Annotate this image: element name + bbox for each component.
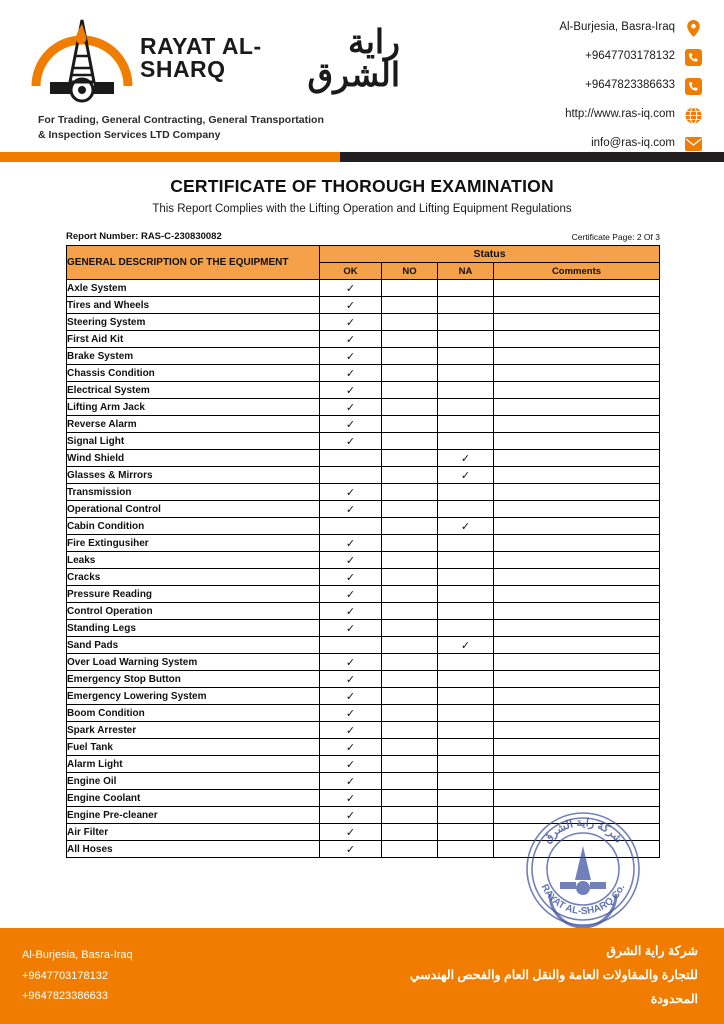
table-row [67,382,660,399]
contact-phone-1[interactable] [400,43,702,71]
cell-no[interactable] [381,671,437,688]
row-item-label: Spark Arrester [67,722,320,739]
page-header [0,0,724,152]
cell-comments[interactable] [493,620,659,637]
logo-row [30,10,400,105]
table-row [67,654,660,671]
table-row [67,773,660,790]
footer-arabic [362,940,724,1011]
cell-comments[interactable] [493,637,659,654]
cell-ok[interactable]: ✓ [319,433,381,450]
footer-phone-2: +9647823386633 [22,990,108,1003]
tagline-line-1: For Trading, General Contracting, General Transportation [38,114,324,126]
cell-ok[interactable]: ✓ [319,314,381,331]
cell-no[interactable] [381,705,437,722]
cell-na[interactable] [437,773,493,790]
table-row [67,314,660,331]
cell-no[interactable] [381,841,437,858]
tagline-line-2: & Inspection Services LTD Company [38,129,221,142]
contact-website[interactable] [400,101,702,129]
row-item-label: All Hoses [67,841,320,858]
cell-ok[interactable]: ✓ [319,688,381,705]
cell-comments[interactable] [493,331,659,348]
cell-comments[interactable] [493,450,659,467]
cell-comments[interactable] [493,790,659,807]
cell-comments[interactable] [493,705,659,722]
cell-na[interactable]: ✓ [437,467,493,484]
cell-comments[interactable] [493,569,659,586]
table-row [67,603,660,620]
page-footer [0,928,724,1024]
cell-no[interactable] [381,722,437,739]
cell-no[interactable] [381,603,437,620]
row-item-label: Wind Shield [67,450,320,467]
cell-ok[interactable]: ✓ [319,790,381,807]
contact-address [400,14,702,42]
cell-na[interactable] [437,705,493,722]
report-number-value: RAS-C-230830082 [140,231,222,242]
cell-na[interactable] [437,790,493,807]
oil-derrick-logo-icon [30,12,134,104]
cell-comments[interactable] [493,365,659,382]
row-item-label: Over Load Warning System [67,654,320,671]
cell-ok[interactable]: ✓ [319,756,381,773]
cell-ok[interactable]: ✓ [319,365,381,382]
page-title: CERTIFICATE OF THOROUGH EXAMINATION [170,176,554,196]
footer-contact [0,945,362,1006]
svg-text:RAYAT AL-SHARQ Co. [539,883,628,918]
cell-na[interactable] [437,603,493,620]
table-row [67,467,660,484]
cell-na[interactable] [437,620,493,637]
cell-no[interactable] [381,331,437,348]
cell-ok[interactable]: ✓ [319,773,381,790]
cell-na[interactable] [437,484,493,501]
cell-na[interactable]: ✓ [437,450,493,467]
cell-na[interactable] [437,688,493,705]
cell-comments[interactable] [493,671,659,688]
cell-ok[interactable]: ✓ [319,501,381,518]
cell-ok[interactable]: ✓ [319,807,381,824]
row-item-label: Control Operation [67,603,320,620]
cell-comments[interactable] [493,433,659,450]
cell-no[interactable] [381,484,437,501]
table-row [67,705,660,722]
inspection-table [66,245,660,858]
row-item-label: Engine Oil [67,773,320,790]
cell-ok[interactable]: ✓ [319,331,381,348]
table-row [67,671,660,688]
cell-na[interactable] [437,841,493,858]
cell-no[interactable] [381,450,437,467]
cell-no[interactable] [381,467,437,484]
table-row [67,739,660,756]
contact-address-text: Al-Burjesia, Basra-Iraq [559,21,675,34]
cell-na[interactable] [437,365,493,382]
contact-email-text: info@ras-iq.com [591,137,675,150]
company-branding [0,0,400,152]
table-row [67,297,660,314]
globe-icon [685,107,702,124]
report-number [66,231,222,242]
cell-ok[interactable] [319,518,381,535]
cell-comments[interactable] [493,416,659,433]
cell-no[interactable] [381,739,437,756]
cell-na[interactable] [437,331,493,348]
cell-comments[interactable] [493,586,659,603]
table-row [67,433,660,450]
row-item-label: Electrical System [67,382,320,399]
cell-na[interactable] [437,348,493,365]
table-row [67,637,660,654]
cell-no[interactable] [381,620,437,637]
table-row [67,280,660,297]
cell-na[interactable] [437,501,493,518]
cell-no[interactable] [381,654,437,671]
table-row [67,365,660,382]
cell-na[interactable] [437,433,493,450]
cell-comments[interactable] [493,501,659,518]
contact-phone-2[interactable] [400,72,702,100]
column-header-description: GENERAL DESCRIPTION OF THE EQUIPMENT [67,246,320,280]
cell-comments[interactable] [493,841,659,858]
table-row [67,722,660,739]
report-number-label: Report Number: [66,231,139,242]
cell-comments[interactable] [493,756,659,773]
row-item-label: Axle System [67,280,320,297]
table-row [67,518,660,535]
cell-no[interactable] [381,773,437,790]
cell-na[interactable] [437,671,493,688]
table-row [67,450,660,467]
table-row [67,807,660,824]
row-item-label: Transmission [67,484,320,501]
cell-comments[interactable] [493,552,659,569]
logo-text-en: RAYAT AL-SHARQ [140,32,262,82]
cell-ok[interactable]: ✓ [319,722,381,739]
cell-no[interactable] [381,365,437,382]
page-subtitle: This Report Complies with the Lifting Operation and Lifting Equipment Regulations [152,203,572,215]
row-item-label: Tires and Wheels [67,297,320,314]
row-item-label: Glasses & Mirrors [67,467,320,484]
table-row [67,569,660,586]
row-item-label: Pressure Reading [67,586,320,603]
contact-block [400,0,724,152]
cell-na[interactable] [437,297,493,314]
row-item-label: Fire Extingusiher [67,535,320,552]
cell-ok[interactable]: ✓ [319,280,381,297]
cell-ok[interactable]: ✓ [319,705,381,722]
table-row [67,620,660,637]
cell-comments[interactable] [493,518,659,535]
cell-comments[interactable] [493,773,659,790]
location-pin-icon [685,20,702,37]
cell-no[interactable] [381,824,437,841]
footer-arabic-line-1: شركة راية الشرق [606,944,698,959]
row-item-label: Reverse Alarm [67,416,320,433]
column-header-status: Status [319,246,659,263]
footer-phone-1: +9647703178132 [22,969,108,982]
cell-na[interactable] [437,569,493,586]
row-item-label: Standing Legs [67,620,320,637]
cell-ok[interactable] [319,637,381,654]
stamp-bottom-text: RAYAT AL-SHARQ Co. [538,882,628,918]
cell-na[interactable] [437,552,493,569]
cell-no[interactable] [381,433,437,450]
column-header-na: NA [437,263,493,280]
table-row [67,484,660,501]
column-header-no: NO [381,263,437,280]
row-item-label: Engine Pre-cleaner [67,807,320,824]
cell-ok[interactable] [319,467,381,484]
cell-ok[interactable]: ✓ [319,297,381,314]
cell-no[interactable] [381,416,437,433]
row-item-label: Alarm Light [67,756,320,773]
cell-comments[interactable] [493,688,659,705]
phone-icon [685,78,702,95]
row-item-label: Chassis Condition [67,365,320,382]
cell-na[interactable] [437,654,493,671]
row-item-label: Cabin Condition [67,518,320,535]
table-row [67,586,660,603]
cell-ok[interactable]: ✓ [319,416,381,433]
cell-comments[interactable] [493,314,659,331]
table-row [67,824,660,841]
row-item-label: Sand Pads [67,637,320,654]
table-header-row-1 [67,246,660,263]
row-item-label: Emergency Lowering System [67,688,320,705]
cell-na[interactable] [437,416,493,433]
cell-ok[interactable]: ✓ [319,552,381,569]
footer-address: Al-Burjesia, Basra-Iraq [22,949,133,962]
inspection-table-body [67,280,660,858]
contact-phone-1-text: +9647703178132 [585,50,675,63]
cell-na[interactable] [437,280,493,297]
cell-no[interactable] [381,348,437,365]
cell-comments[interactable] [493,654,659,671]
cell-no[interactable] [381,688,437,705]
cell-comments[interactable] [493,722,659,739]
cell-no[interactable] [381,807,437,824]
cell-ok[interactable]: ✓ [319,484,381,501]
table-row [67,331,660,348]
row-item-label: Cracks [67,569,320,586]
row-item-label: Brake System [67,348,320,365]
cell-comments[interactable] [493,603,659,620]
row-item-label: Boom Condition [67,705,320,722]
contact-website-text: http://www.ras-iq.com [565,108,675,121]
cell-comments[interactable] [493,807,659,824]
table-row [67,790,660,807]
table-row [67,399,660,416]
cell-comments[interactable] [493,382,659,399]
cell-na[interactable] [437,739,493,756]
logo-text-arabic: راية الشرق [307,22,400,93]
cell-ok[interactable]: ✓ [319,399,381,416]
cell-no[interactable] [381,569,437,586]
contact-phone-2-text: +9647823386633 [585,79,675,92]
row-item-label: Air Filter [67,824,320,841]
cell-no[interactable] [381,314,437,331]
cell-ok[interactable] [319,450,381,467]
cell-na[interactable] [437,824,493,841]
company-tagline [38,113,400,143]
cell-na[interactable] [437,807,493,824]
cell-comments[interactable] [493,348,659,365]
cell-na[interactable] [437,586,493,603]
cell-ok[interactable]: ✓ [319,348,381,365]
cell-na[interactable] [437,399,493,416]
table-row [67,348,660,365]
cell-ok[interactable]: ✓ [319,841,381,858]
title-block [0,164,724,215]
row-item-label: Fuel Tank [67,739,320,756]
table-row [67,501,660,518]
cell-na[interactable] [437,314,493,331]
cell-na[interactable] [437,722,493,739]
cell-no[interactable] [381,399,437,416]
cell-no[interactable] [381,297,437,314]
cell-ok[interactable]: ✓ [319,603,381,620]
footer-arabic-line-2: للتجارة والمقاولات العامة والنقل العام والفحص الهندسي المحدودة [409,968,698,1006]
cell-no[interactable] [381,637,437,654]
cell-no[interactable] [381,501,437,518]
cell-no[interactable] [381,790,437,807]
cell-comments[interactable] [493,399,659,416]
cell-ok[interactable]: ✓ [319,824,381,841]
row-item-label: Operational Control [67,501,320,518]
cell-comments[interactable] [493,739,659,756]
cell-ok[interactable]: ✓ [319,382,381,399]
cell-ok[interactable]: ✓ [319,569,381,586]
row-item-label: First Aid Kit [67,331,320,348]
inspection-table-wrap [0,245,724,858]
cell-na[interactable] [437,756,493,773]
cell-comments[interactable] [493,535,659,552]
cell-comments[interactable] [493,484,659,501]
table-row [67,756,660,773]
cell-comments[interactable] [493,280,659,297]
table-row [67,416,660,433]
column-header-comments: Comments [493,263,659,280]
cell-ok[interactable]: ✓ [319,535,381,552]
cell-no[interactable] [381,586,437,603]
phone-icon [685,49,702,66]
row-item-label: Leaks [67,552,320,569]
cell-na[interactable]: ✓ [437,518,493,535]
stamp-top-text: شركة راية الشرق [541,816,625,846]
row-item-label: Steering System [67,314,320,331]
cell-na[interactable] [437,535,493,552]
row-item-label: Engine Coolant [67,790,320,807]
cell-ok[interactable]: ✓ [319,654,381,671]
column-header-ok: OK [319,263,381,280]
table-row [67,841,660,858]
header-divider-bar [0,152,724,164]
email-icon [685,136,702,153]
cell-no[interactable] [381,535,437,552]
cell-na[interactable]: ✓ [437,637,493,654]
row-item-label: Emergency Stop Button [67,671,320,688]
cell-no[interactable] [381,280,437,297]
cell-ok[interactable]: ✓ [319,620,381,637]
table-row [67,688,660,705]
cell-ok[interactable]: ✓ [319,739,381,756]
cell-comments[interactable] [493,467,659,484]
cell-na[interactable] [437,382,493,399]
cell-no[interactable] [381,756,437,773]
logo-wordmark [140,32,281,82]
report-meta-row [0,215,724,245]
table-row [67,552,660,569]
table-row [67,535,660,552]
dark-bar [340,152,724,162]
cell-no[interactable] [381,382,437,399]
row-item-label: Lifting Arm Jack [67,399,320,416]
cell-no[interactable] [381,552,437,569]
cell-no[interactable] [381,518,437,535]
cell-ok[interactable]: ✓ [319,586,381,603]
cell-ok[interactable]: ✓ [319,671,381,688]
cell-comments[interactable] [493,824,659,841]
row-item-label: Signal Light [67,433,320,450]
cell-comments[interactable] [493,297,659,314]
certificate-page: Certificate Page: 2 Of 3 [571,232,660,242]
